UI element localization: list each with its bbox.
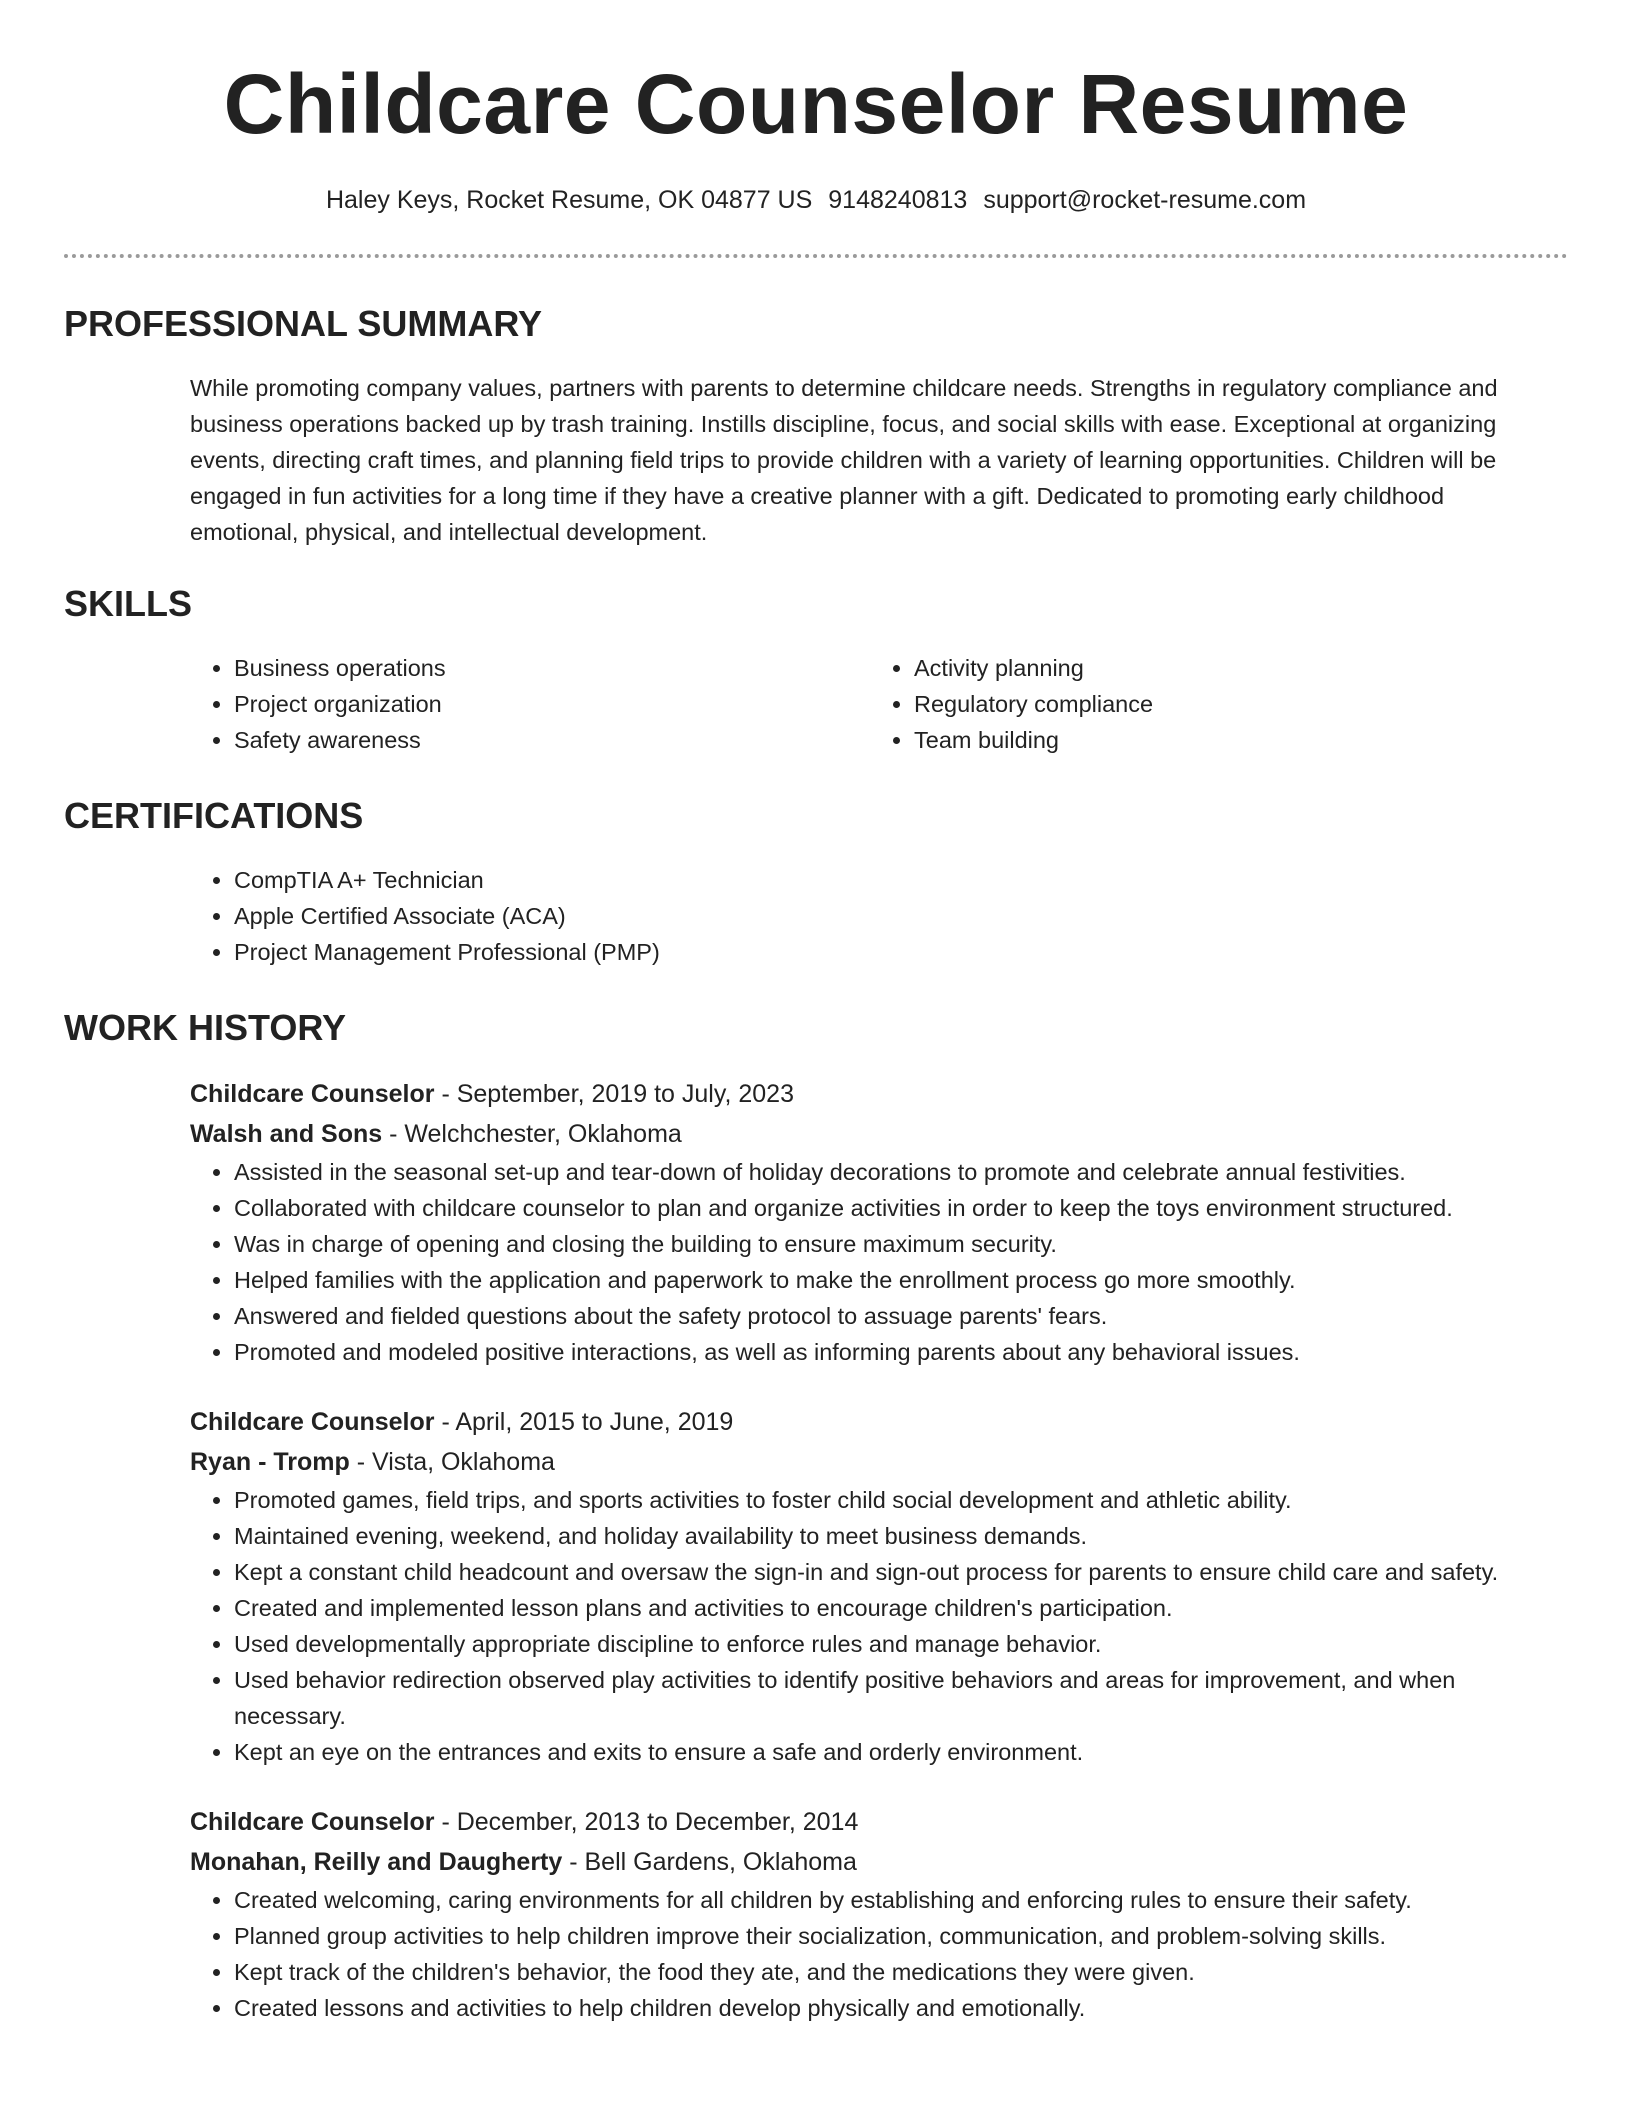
job-title: Childcare Counselor (190, 1408, 435, 1436)
certification-item: • Project Management Professional (PMP) (234, 934, 1568, 970)
job-title: Childcare Counselor (190, 1080, 435, 1108)
job-company: Walsh and Sons (190, 1120, 383, 1148)
job-bullet: • Created and implemented lesson plans and activities to encourage children's participation. (234, 1590, 1568, 1626)
job-bullet: • Kept an eye on the entrances and exits to ensure a safe and orderly environment. (234, 1734, 1568, 1770)
job-title-line (190, 1402, 1568, 1442)
skills-column-left (190, 650, 870, 758)
contact-line (64, 184, 1568, 216)
job-title-line (190, 1802, 1568, 1842)
job-title: Childcare Counselor (190, 1808, 435, 1836)
job-bullets (190, 1882, 1568, 2026)
job-entry (190, 1402, 1568, 1770)
job-bullets (190, 1482, 1568, 1770)
job-bullet: • Created welcoming, caring environments for all children by establishing and enforcing rules to ensure their safety. (234, 1882, 1568, 1918)
certifications-heading: CERTIFICATIONS (64, 795, 364, 836)
skills-heading: SKILLS (64, 583, 193, 624)
job-title-line (190, 1074, 1568, 1114)
job-company-line (190, 1114, 1568, 1154)
skill-item: • Business operations (234, 650, 870, 686)
job-bullet: • Promoted games, field trips, and sports activities to foster child social development and athletic ability. (234, 1482, 1568, 1518)
skill-item: • Project organization (234, 686, 870, 722)
job-location: - Welchchester, Oklahoma (382, 1120, 682, 1148)
contact-phone: 9148240813 (828, 186, 968, 214)
skill-item: • Regulatory compliance (914, 686, 1550, 722)
job-bullet: • Assisted in the seasonal set-up and tear-down of holiday decorations to promote and celebrate annual festivities. (234, 1154, 1568, 1190)
certification-item: • Apple Certified Associate (ACA) (234, 898, 1568, 934)
contact-email: support@rocket-resume.com (983, 186, 1307, 214)
skills-section (64, 582, 1568, 758)
header-divider (64, 254, 1568, 258)
skill-item: • Safety awareness (234, 722, 870, 758)
job-bullet: • Planned group activities to help children improve their socialization, communication, and problem-solving skills. (234, 1918, 1568, 1954)
job-dates: - April, 2015 to June, 2019 (434, 1408, 734, 1436)
job-bullet: • Promoted and modeled positive interactions, as well as informing parents about any behavioral issues. (234, 1334, 1568, 1370)
summary-heading: PROFESSIONAL SUMMARY (64, 303, 543, 344)
job-entry (190, 1074, 1568, 1370)
certifications-list (190, 862, 1568, 970)
job-company: Monahan, Reilly and Daugherty (190, 1848, 563, 1876)
job-bullet: • Maintained evening, weekend, and holiday availability to meet business demands. (234, 1518, 1568, 1554)
job-bullet: • Collaborated with childcare counselor to plan and organize activities in order to keep the toys environment structured. (234, 1190, 1568, 1226)
job-bullet: • Used behavior redirection observed play activities to identify positive behaviors and areas for improvement, and when necessary. (234, 1662, 1568, 1734)
summary-text: While promoting company values, partners with parents to determine childcare needs. Strengths in regulatory compliance and business operations backed up by trash training. Instills discipline, focus, and social skills with ease. Exceptional at organizing events, directing craft times, and planning field trips to provide children with a variety of learning opportunities. Children will be engaged in fun activities for a long time if they have a creative planner with a gift. Dedicated to promoting early childhood emotional, physical, and intellectual development. (190, 375, 1498, 545)
resume-page (64, 0, 1568, 2026)
work-history-section (64, 1006, 1568, 2026)
job-location: - Bell Gardens, Oklahoma (562, 1848, 857, 1876)
job-location: - Vista, Oklahoma (349, 1448, 555, 1476)
job-bullet: • Created lessons and activities to help children develop physically and emotionally. (234, 1990, 1568, 2026)
job-bullet: • Helped families with the application and paperwork to make the enrollment process go more smoothly. (234, 1262, 1568, 1298)
summary-section (64, 302, 1568, 550)
job-entry (190, 1802, 1568, 2026)
job-bullet: • Answered and fielded questions about the safety protocol to assuage parents' fears. (234, 1298, 1568, 1334)
work-history-heading: WORK HISTORY (64, 1007, 347, 1048)
contact-address: Haley Keys, Rocket Resume, OK 04877 US (325, 186, 813, 214)
resume-title: Childcare Counselor Resume (223, 57, 1409, 151)
job-dates: - December, 2013 to December, 2014 (434, 1808, 859, 1836)
job-bullet: • Used developmentally appropriate discipline to enforce rules and manage behavior. (234, 1626, 1568, 1662)
job-bullet: • Kept track of the children's behavior, the food they ate, and the medications they were given. (234, 1954, 1568, 1990)
skills-column-right (870, 650, 1550, 758)
certifications-section (64, 794, 1568, 970)
job-bullet: • Was in charge of opening and closing the building to ensure maximum security. (234, 1226, 1568, 1262)
skills-columns (190, 650, 1568, 758)
job-dates: - September, 2019 to July, 2023 (434, 1080, 794, 1108)
job-bullet: • Kept a constant child headcount and oversaw the sign-in and sign-out process for parents to ensure child care and safety. (234, 1554, 1568, 1590)
skill-item: • Activity planning (914, 650, 1550, 686)
job-company: Ryan - Tromp (190, 1448, 350, 1476)
job-company-line (190, 1842, 1568, 1882)
certification-item: • CompTIA A+ Technician (234, 862, 1568, 898)
job-company-line (190, 1442, 1568, 1482)
job-bullets (190, 1154, 1568, 1370)
skill-item: • Team building (914, 722, 1550, 758)
